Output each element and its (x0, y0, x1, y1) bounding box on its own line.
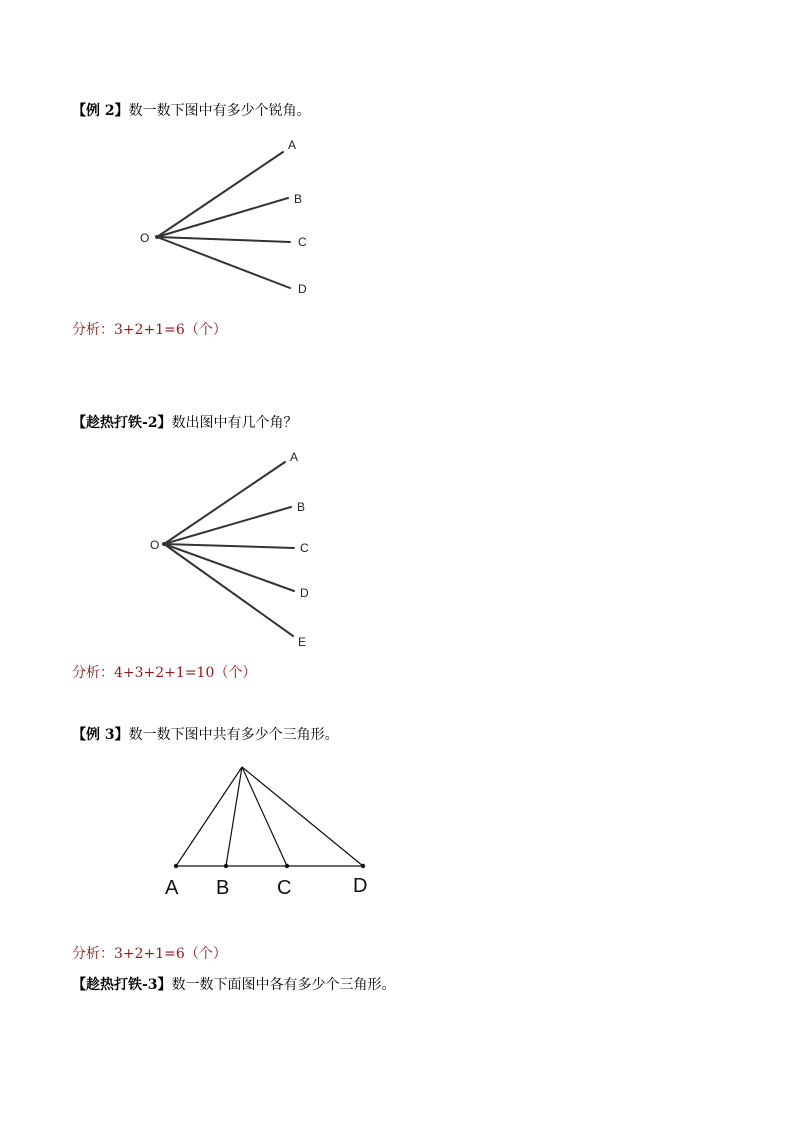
practice2-analysis-label: 分析： (72, 665, 114, 681)
practice2-analysis-value: 4+3+2+1=10（个） (114, 665, 257, 681)
example3-analysis (72, 945, 227, 963)
label-b: B (297, 500, 306, 514)
example2-question: 数一数下图中有多少个锐角。 (128, 103, 311, 119)
point-d (361, 864, 365, 868)
point-b (224, 864, 228, 868)
label-a: A (290, 450, 299, 464)
label-e: E (298, 635, 307, 649)
example3-question: 数一数下图中共有多少个三角形。 (128, 727, 339, 743)
label-c: C (300, 541, 309, 555)
label-c: C (277, 877, 292, 899)
example3-analysis-value: 3+2+1=6（个） (114, 946, 227, 962)
label-a: A (288, 138, 297, 152)
label-d: D (300, 586, 309, 600)
practice2-question: 数出图中有几个角？ (171, 415, 298, 431)
label-d: D (298, 282, 307, 296)
label-d: D (353, 875, 368, 897)
side-a (176, 767, 242, 866)
label-o: O (150, 538, 160, 552)
label-c: C (298, 235, 307, 249)
practice3-title: 【趁热打铁-3】 (72, 977, 172, 993)
practice3-heading (72, 976, 396, 994)
point-a (174, 864, 178, 868)
label-b: B (216, 877, 230, 899)
label-o: O (140, 231, 150, 245)
practice3-question: 数一数下面图中各有多少个三角形。 (171, 977, 396, 993)
point-c (285, 864, 289, 868)
example3-analysis-label: 分析： (72, 946, 114, 962)
example2-title: 【例 2】 (72, 103, 129, 119)
example2-analysis-label: 分析： (72, 322, 114, 338)
label-b: B (294, 192, 303, 206)
example2-analysis-value: 3+2+1=6（个） (114, 322, 227, 338)
example3-title: 【例 3】 (72, 727, 129, 743)
side-c (242, 767, 287, 866)
label-a: A (165, 877, 179, 899)
practice2-title: 【趁热打铁-2】 (72, 415, 172, 431)
side-d (242, 767, 363, 866)
side-b (226, 767, 242, 866)
